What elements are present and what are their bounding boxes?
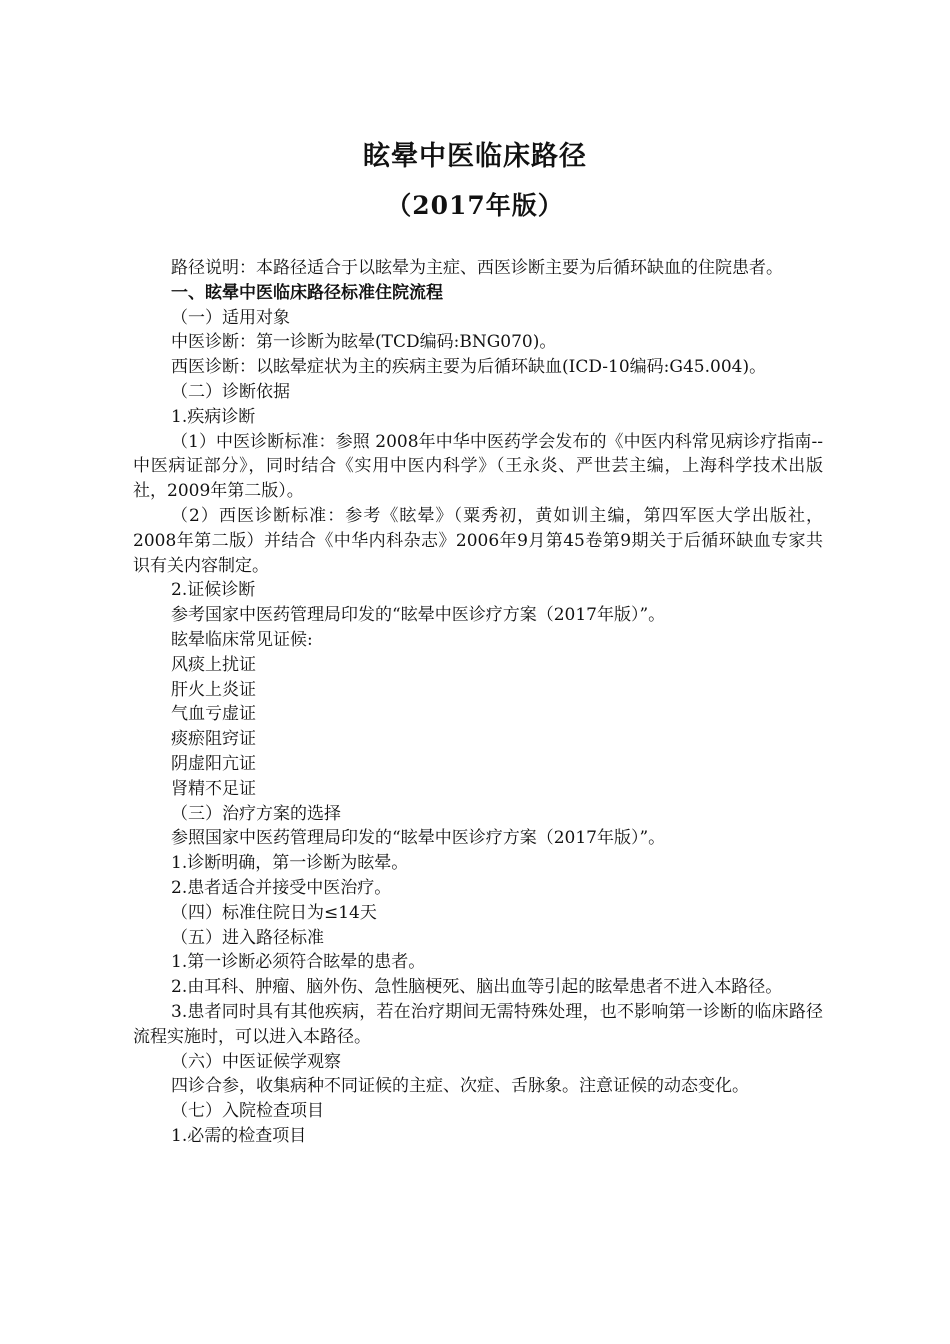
list-item: 3.患者同时具有其他疾病，若在治疗期间无需特殊处理，也不影响第一诊断的临床路径流程实施时，可以进入本路径。 (133, 1001, 823, 1047)
paragraph: 西医诊断：以眩晕症状为主的疾病主要为后循环缺血(ICD-10编码:G45.004)。 (171, 357, 767, 378)
list-item: 1.必需的检查项目 (171, 1125, 307, 1146)
paragraph: 中医诊断：第一诊断为眩晕(TCD编码:BNG070)。 (171, 332, 557, 353)
paragraph: 参照国家中医药管理局印发的“眩晕中医诊疗方案（2017年版）”。 (171, 828, 666, 849)
list-item: 2.由耳科、肿瘤、脑外伤、急性脑梗死、脑出血等引起的眩晕患者不进入本路径。 (171, 977, 783, 998)
subsection-heading: （二）诊断依据 (171, 381, 290, 402)
subsection-heading: （一）适用对象 (171, 307, 290, 328)
section-heading: 一、眩晕中医临床路径标准住院流程 (171, 282, 443, 303)
path-description: 路径说明：本路径适合于以眩晕为主症、西医诊断主要为后循环缺血的住院患者。 (171, 258, 783, 278)
syndrome-item: 痰瘀阻窍证 (171, 729, 256, 750)
syndrome-item: 气血亏虚证 (171, 704, 256, 725)
list-item: 2.患者适合并接受中医治疗。 (171, 877, 392, 898)
document-subtitle: （2017年版） (386, 191, 564, 220)
subsection-heading: （三）治疗方案的选择 (171, 803, 341, 824)
syndrome-item: 肝火上炎证 (171, 679, 256, 700)
paragraph: 眩晕临床常见证候: (171, 629, 313, 650)
syndrome-item: 阴虚阳亢证 (171, 753, 256, 774)
list-heading: 2.证候诊断 (171, 580, 256, 601)
syndrome-item: 风痰上扰证 (171, 654, 256, 675)
paragraph: （1）中医诊断标准：参照 2008年中华中医药学会发布的《中医内科常见病诊疗指南--中医病证部分》，同时结合《实用中医内科学》（王永炎、严世芸主编，上海科学技术出版社，2009年第二版）。 (133, 431, 823, 502)
syndrome-item: 肾精不足证 (171, 778, 256, 799)
subsection-heading: （五）进入路径标准 (171, 927, 324, 948)
list-heading: 1.疾病诊断 (171, 406, 256, 427)
list-item: 1.诊断明确，第一诊断为眩晕。 (171, 853, 409, 874)
subsection-heading: （七）入院检查项目 (171, 1101, 324, 1122)
list-item: 1.第一诊断必须符合眩晕的患者。 (171, 952, 426, 973)
document-title: 眩晕中医临床路径 (363, 141, 587, 172)
paragraph: （2）西医诊断标准：参考《眩晕》（粟秀初，黄如训主编，第四军医大学出版社，2008年第二版）并结合《中华内科杂志》2006年9月第45卷第9期关于后循环缺血专家共识有关内容制定。 (133, 505, 823, 576)
paragraph: 四诊合参，收集病种不同证候的主症、次症、舌脉象。注意证候的动态变化。 (171, 1076, 749, 1097)
subsection-heading: （四）标准住院日为≤14天 (171, 902, 377, 923)
paragraph: 参考国家中医药管理局印发的“眩晕中医诊疗方案（2017年版）”。 (171, 605, 666, 626)
subsection-heading: （六）中医证候学观察 (171, 1051, 341, 1072)
document-body (133, 256, 823, 1149)
